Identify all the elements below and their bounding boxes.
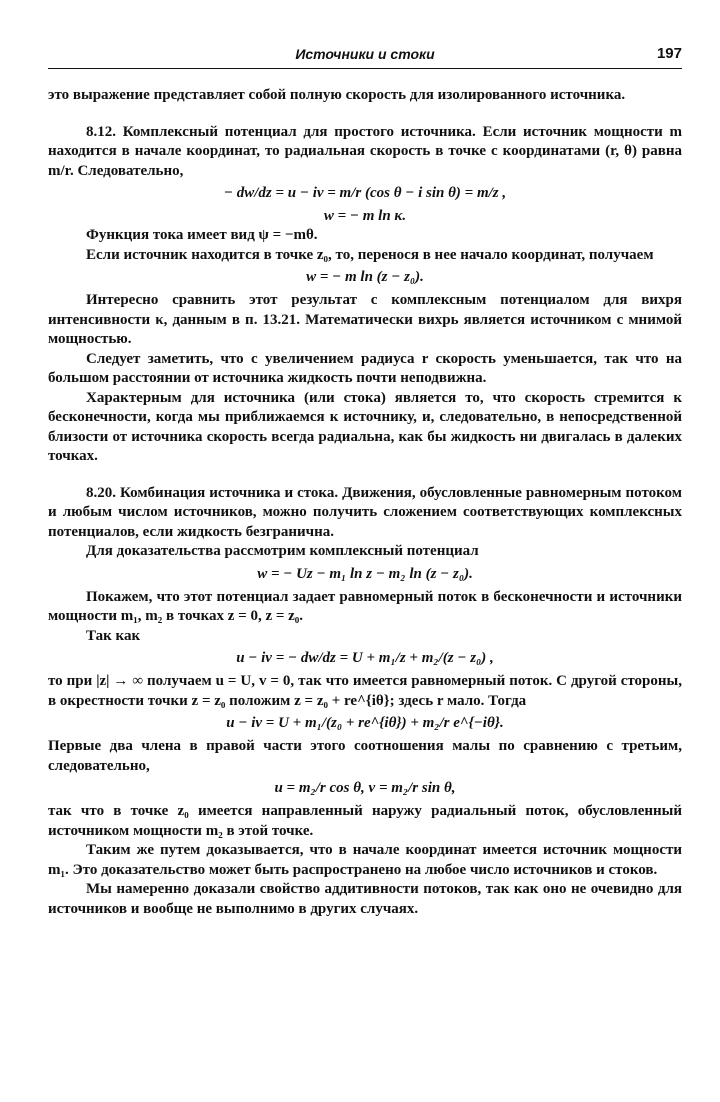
- paragraph-limit: то при |z| → ∞ получаем u = U, v = 0, так что имеется равномерный поток. С другой стороны, в окрестности точки z = z₀ положим z = z₀ + re^{iθ}; здесь r мало. Тогда: [48, 673, 682, 709]
- equation-shifted-potential: w = − m ln (z − z₀).: [306, 269, 424, 285]
- section-8-12-title: 8.12. Комплексный потенциал для простого источника.: [86, 123, 476, 140]
- equation-components: u = m₂/r cos θ, v = m₂/r sin θ,: [274, 780, 456, 796]
- equation-combined-potential: w = − Uz − m₁ ln z − m₂ ln (z − z₀).: [257, 565, 473, 582]
- equation-near-source: u − iv = U + m₁/(z₀ + re^{iθ}) + m₂/r e^{−iθ}.: [226, 715, 504, 731]
- paragraph-show: Покажем, что этот потенциал задает равномерный поток в бесконечности и источники мощности m₁, m₂ в точках z = 0, z = z₀.: [48, 588, 682, 624]
- page-body: [48, 86, 682, 919]
- running-header: [48, 42, 682, 69]
- paragraph-vortex-comparison: Интересно сравнить этот результат с комплексным потенциалом для вихря интенсивности κ, данным в п. 13.21. Математически вихрь является источником с мнимой мощностью.: [48, 292, 682, 347]
- paragraph-proof-intro: Для доказательства рассмотрим комплексный потенциал: [86, 543, 479, 559]
- paragraph-stream-function: Функция тока имеет вид ψ = −mθ.: [86, 227, 318, 243]
- paragraph-characteristic: Характерным для источника (или стока) является то, что скорость стремится к бесконечности, когда мы приближаемся к источнику, и, следовательно, в непосредственной близости от источника скорость всегда радиальна, как бы жидкость ни двигалась в далеких точках.: [48, 389, 682, 464]
- paragraph-first-terms: Первые два члена в правой части этого соотношения малы по сравнению с третьим, следовательно,: [48, 738, 682, 774]
- section-8-12: [48, 123, 682, 182]
- running-title: Источники и стоки: [295, 46, 435, 62]
- paragraph-radial-flow: так что в точке z₀ имеется направленный наружу радиальный поток, обусловленный источником мощности m₂ в этой точке.: [48, 803, 682, 839]
- paragraph-isolated-source: это выражение представляет собой полную скорость для изолированного источника.: [48, 87, 626, 103]
- equation-velocity: − dw/dz = u − iv = m/r (cos θ − i sin θ) = m/z ,: [223, 185, 507, 201]
- section-8-20-text: Движения, обусловленные равномерным потоком и любым числом источников, можно получить сложением соответствующих комплексных потенциалов, если жидкость безгранична.: [48, 484, 682, 540]
- page-number: 197: [656, 45, 682, 62]
- paragraph-shifted-origin: Если источник находится в точке z₀, то, перенося в нее начало координат, получаем: [86, 246, 654, 263]
- section-8-20-title: 8.20. Комбинация источника и стока.: [86, 484, 339, 501]
- paragraph-final: Мы намеренно доказали свойство аддитивности потоков, так как оно не очевидно для источников и вообще не выполнимо в других случаях.: [48, 881, 682, 917]
- paragraph-since: Так как: [86, 627, 141, 644]
- section-8-12-text: Если источник мощности m находится в начале координат, то радиальная скорость в точке с координатами (r, θ) равна m/r. Следовательно,: [48, 123, 683, 179]
- equation-potential: w = − m ln κ.: [323, 208, 407, 224]
- paragraph-radius-note: Следует заметить, что с увеличением радиуса r скорость уменьшается, так что на большом расстоянии от источника жидкость почти неподвижна.: [48, 350, 682, 386]
- equation-velocity-sum: u − iv = − dw/dz = U + m₁/z + m₂/(z − z₀) ,: [236, 650, 494, 666]
- paragraph-same-way: Таким же путем доказывается, что в начале координат имеется источник мощности m₁. Это доказательство может быть распространено на любое число источников и стоков.: [48, 842, 682, 878]
- section-8-20: [48, 484, 682, 543]
